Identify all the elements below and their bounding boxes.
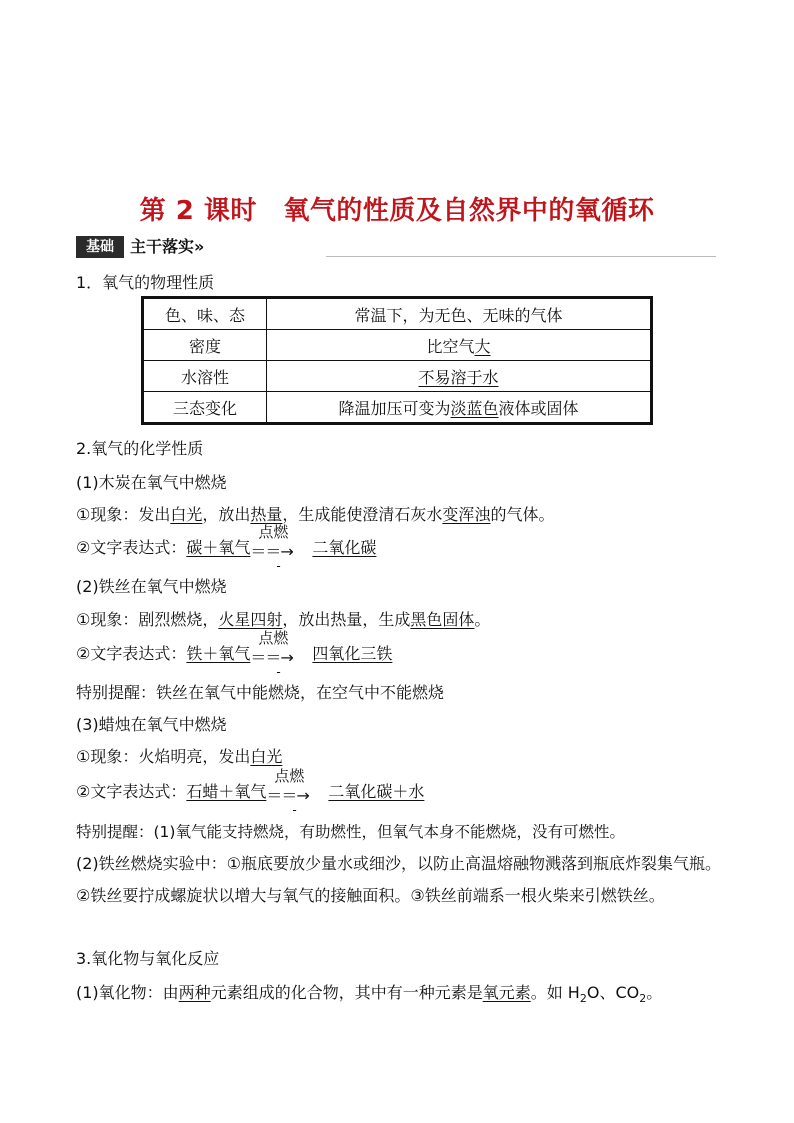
equation-charcoal: ②文字表达式：碳＋氧气 点燃 ＝＝→ - 二氧化碳 [76,523,377,573]
lesson-title: 第 2 课时 氧气的性质及自然界中的氧循环 [139,196,655,226]
table-cell-key: 水溶性 [143,361,267,392]
note-iron-wire: 特别提醒：铁丝在氧气中能燃烧，在空气中不能燃烧 [76,683,445,702]
equation-body: 石蜡＋氧气 点燃 ＝＝→ - 二氧化碳＋水 [186,767,425,817]
heading-physical-properties: 1．氧气的物理性质 [76,273,215,292]
blank-answer: 不易溶于水 [418,367,499,387]
subheading-iron-wire: (2)铁丝在氧气中燃烧 [76,577,227,596]
equation-body: 铁＋氧气 点燃 ＝＝→ - 四氧化三铁 [186,629,393,679]
section-badge: 基础 [76,236,124,258]
blank-answer: 白光 [170,505,203,524]
table-cell-value [267,361,652,392]
definition-oxide: (1)氧化物：由两种元素组成的化合物，其中有一种元素是氧元素。如 $H_2O$、$CO_2$。 [76,983,663,1006]
table-row [143,298,652,330]
blank-answer: 淡蓝色 [450,398,499,418]
table-row [143,392,652,424]
heading-oxides: 3.氧化物与氧化反应 [76,949,220,968]
section-divider [326,256,716,257]
reaction-arrow: 点燃 ＝＝→ - [266,767,309,817]
reaction-arrow: 点燃 ＝＝→ - [250,523,293,573]
table-row [143,361,652,392]
subheading-charcoal: (1)木炭在氧气中燃烧 [76,473,227,492]
table-cell-value: 常温下，为无色、无味的气体 [267,298,652,330]
heading-chemical-properties: 2.氧气的化学性质 [76,439,204,458]
table-cell-key: 色、味、态 [143,298,267,330]
blank-answer: 黑色固体 [410,610,475,629]
blank-answer: 氧元素 [482,983,531,1002]
equation-iron-wire: ②文字表达式：铁＋氧气 点燃 ＝＝→ - 四氧化三铁 [76,629,393,679]
section-header [76,236,716,258]
table-cell-value: 降温加压可变为淡蓝色液体或固体 [267,392,652,424]
section-title: 主干落实» [130,237,205,256]
phenomenon-candle: ①现象：火焰明亮，发出白光 [76,747,283,766]
table-row [143,330,652,361]
blank-answer: 变浑浊 [442,505,491,524]
note-combustion: 特别提醒：(1)氧气能支持燃烧，有助燃性，但氧气本身不能燃烧，没有可燃性。 [76,823,625,841]
equation-body: 碳＋氧气 点燃 ＝＝→ - 二氧化碳 [186,523,377,573]
equation-candle: ②文字表达式：石蜡＋氧气 点燃 ＝＝→ - 二氧化碳＋水 [76,767,425,817]
blank-answer: 白光 [250,747,283,766]
reaction-arrow: 点燃 ＝＝→ - [250,629,293,679]
table-cell-value: 比空气大 [267,330,652,361]
table-cell-key: 三态变化 [143,392,267,424]
note-iron-experiment: (2)铁丝燃烧实验中：①瓶底要放少量水或细沙，以防止高温熔融物溅落到瓶底炸裂集气瓶。②铁丝要拧成螺旋状以增大与氧气的接触面积。③铁丝前端系一根火柴来引燃铁丝。 [76,854,722,905]
blank-answer: 大 [474,336,491,356]
blank-answer: 火星四射 [218,610,283,629]
phenomenon-charcoal: ①现象：发出白光，放出热量，生成能使澄清石灰水变浑浊的气体。 [76,505,555,524]
blank-answer: 两种 [178,983,211,1002]
physical-properties-table [141,296,653,425]
subheading-candle: (3)蜡烛在氧气中燃烧 [76,715,227,734]
blank-answer: 热量 [250,505,283,524]
table-cell-key: 密度 [143,330,267,361]
phenomenon-iron-wire: ①现象：剧烈燃烧，火星四射，放出热量，生成黑色固体。 [76,610,491,629]
